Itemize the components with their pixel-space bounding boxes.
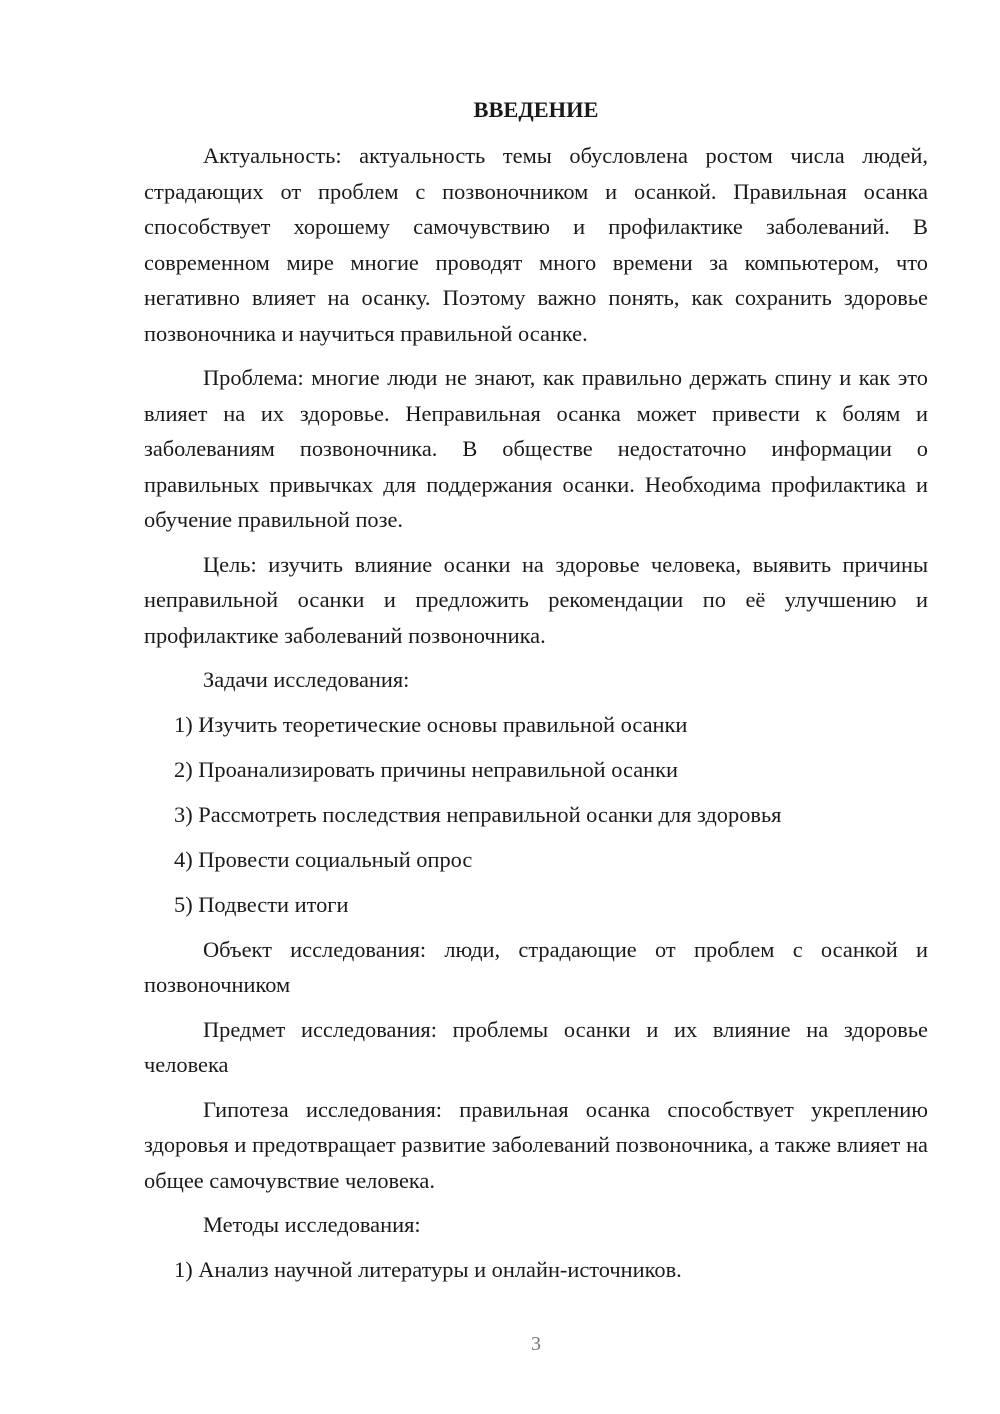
tasks-list — [144, 707, 928, 923]
hypothesis-paragraph: Гипотеза исследования: правильная осанка способствует укреплению здоровья и предотвращает развитие заболеваний позвоночника, а также влияет на общее самочувствие человека. — [144, 1096, 928, 1193]
methods-list — [144, 1252, 928, 1288]
tasks-heading: Задачи исследования: — [203, 667, 410, 692]
list-item: 5) Подвести итоги — [174, 891, 349, 917]
subject-paragraph: Предмет исследования: проблемы осанки и их влияние на здоровье человека — [144, 1016, 928, 1077]
list-item: 4) Провести социальный опрос — [174, 846, 473, 872]
list-item: 3) Рассмотреть последствия неправильной осанки для здоровья — [174, 801, 782, 827]
list-item: 1) Анализ научной литературы и онлайн-источников. — [174, 1256, 682, 1282]
list-item: 1) Изучить теоретические основы правильной осанки — [174, 711, 688, 737]
relevance-paragraph: Актуальность: актуальность темы обусловлена ростом числа людей, страдающих от проблем с позвоночником и осанкой. Правильная осанка способствует хорошему самочувствию и профилактике заболеваний. В современном мире многие проводят много времени за компьютером, что негативно влияет на осанку. Поэтому важно понять, как сохранить здоровье позвоночника и научиться правильной осанке. — [144, 143, 928, 346]
page-number: 3 — [531, 1333, 541, 1355]
section-title: ВВЕДЕНИЕ — [473, 97, 599, 122]
list-item: 2) Проанализировать причины неправильной осанки — [174, 756, 678, 782]
problem-paragraph: Проблема: многие люди не знают, как правильно держать спину и как это влияет на их здоровье. Неправильная осанка может привести к болям и заболеваниям позвоночника. В обществе недостаточно информации о правильных привычках для поддержания осанки. Необходима профилактика и обучение правильной позе. — [144, 365, 928, 532]
document-page — [144, 95, 928, 1297]
methods-heading: Методы исследования: — [203, 1212, 421, 1237]
goal-paragraph: Цель: изучить влияние осанки на здоровье человека, выявить причины неправильной осанки и предложить рекомендации по её улучшению и профилактике заболеваний позвоночника. — [144, 551, 928, 648]
object-paragraph: Объект исследования: люди, страдающие от проблем с осанкой и позвоночником — [144, 936, 928, 997]
